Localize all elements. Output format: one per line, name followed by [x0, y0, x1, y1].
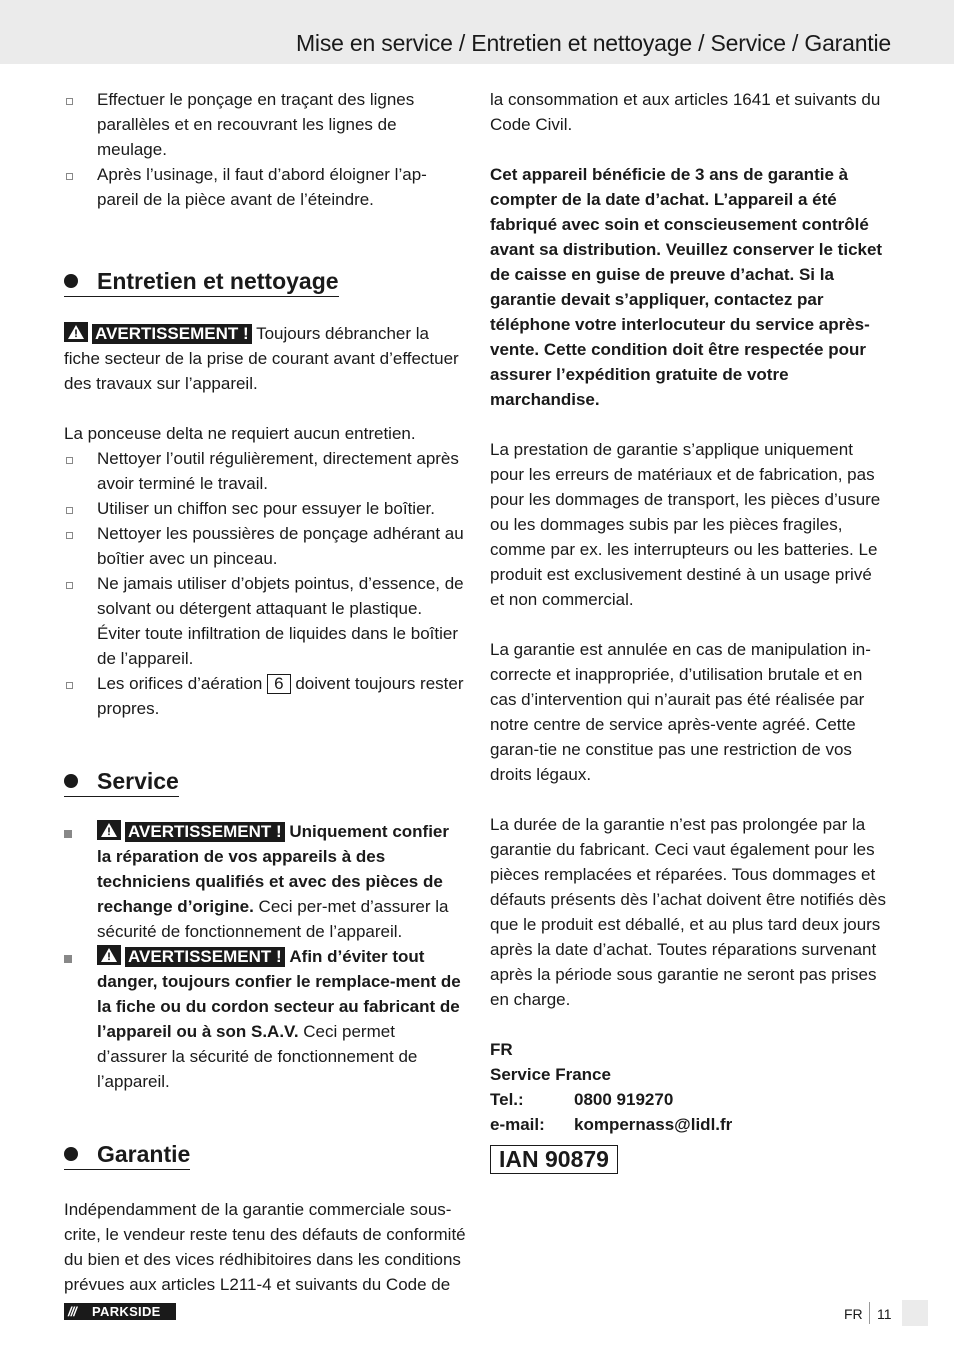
tel-value: 0800 919270 — [574, 1090, 674, 1109]
warning-label: AVERTISSEMENT ! — [92, 324, 252, 344]
warning-triangle-icon — [97, 820, 121, 840]
section-heading-entretien: Entretien et nettoyage — [64, 266, 339, 297]
list-item: Effectuer le ponçage en traçant des lignes parallèles et en recouvrant les lignes de meulage. — [64, 87, 466, 162]
logo-name: PARKSIDE — [92, 1304, 161, 1319]
paragraph: La garantie est annulée en cas de manipulation in-correcte et inappropriée, d’utilisation brutale et en cas d’intervention qui n’aurait pas été réalisée par notre centre de service après-vente agréé. Cette garan-tie ne constitue pas une restriction de vos droits légaux. — [490, 640, 871, 784]
list-item: Utiliser un chiffon sec pour essuyer le boîtier. — [64, 496, 466, 521]
page-number: 11 — [877, 1306, 892, 1322]
list-item: Les orifices d’aération 6 doivent toujours rester propres. — [64, 671, 466, 721]
email-label: e-mail: — [490, 1115, 545, 1134]
bullet-dot-icon — [64, 774, 78, 788]
contact-country: FR — [490, 1040, 513, 1059]
email-value: kompernass@lidl.fr — [574, 1115, 733, 1134]
right-column — [490, 87, 890, 1174]
paragraph: la consommation et aux articles 1641 et suivants du Code Civil. — [490, 90, 881, 134]
list-item: Nettoyer l’outil régulièrement, directement après avoir terminé le travail. — [64, 446, 466, 496]
list-item: Après l’usinage, il faut d’abord éloigner l’ap-pareil de la pièce avant de l’éteindre. — [64, 162, 466, 212]
service-item: AVERTISSEMENT ! Afin d’éviter tout danger, toujours confier le remplace-ment de la fiche ou du cordon secteur au fabricant de l’appareil ou à son S.A.V. Ceci permet d’assurer la sécurité de fonctionnement de l’appareil. — [64, 944, 466, 1094]
bullet-dot-icon — [64, 1147, 78, 1161]
bullet-dot-icon — [64, 274, 78, 288]
language-code: FR — [844, 1306, 863, 1322]
section-heading-garantie: Garantie — [64, 1139, 190, 1170]
contact-service: Service France — [490, 1065, 611, 1084]
parkside-logo — [64, 1303, 176, 1320]
tel-label: Tel.: — [490, 1090, 524, 1109]
section-heading-service: Service — [64, 766, 179, 797]
ian-box: IAN 90879 — [490, 1145, 618, 1174]
part-reference: 6 — [267, 674, 290, 694]
page-title: Mise en service / Entretien et nettoyage / Service / Garantie — [295, 30, 891, 56]
warning-badge — [64, 321, 252, 346]
warning-paragraph — [64, 321, 466, 396]
contact-table — [490, 1087, 732, 1137]
warning-badge — [97, 819, 285, 844]
paragraph: La prestation de garantie s’applique uniquement pour les erreurs de matériaux et de fabrication, pas pour les dommages de transport, les pièces d’usure ou les dommages subis par les pièces fragiles, comme par ex. les interrupteurs ou les batteries. Le produit est exclusivement destiné à un usage privé et non commercial. — [490, 440, 881, 609]
warning-triangle-icon — [97, 945, 121, 965]
warning-text: Toujours débrancher la fiche secteur de la prise de courant avant d’effectuer des travaux sur l’appareil. — [64, 324, 459, 393]
footer-tab — [902, 1300, 928, 1326]
left-column — [64, 87, 466, 1297]
logo-slashes: /// — [68, 1304, 76, 1319]
footer-divider — [869, 1302, 870, 1324]
page-header — [0, 0, 954, 64]
list-item: Ne jamais utiliser d’objets pointus, d’essence, de solvant ou détergent attaquant le plastique. Éviter toute infiltration de liquides dans le boîtier de l’appareil. — [64, 571, 466, 671]
warning-triangle-icon — [64, 322, 88, 342]
list-item: Nettoyer les poussières de ponçage adhérant au boîtier avec un pinceau. — [64, 521, 466, 571]
warning-badge — [97, 944, 285, 969]
warning-label: AVERTISSEMENT ! — [125, 947, 285, 967]
maintenance-note: La ponceuse delta ne requiert aucun entretien. — [64, 424, 416, 443]
garantie-paragraph: Indépendamment de la garantie commerciale sous-crite, le vendeur reste tenu des défauts de conformité du bien et des vices rédhibitoires dans les conditions prévues aux articles L211-4 et suivants du Code de — [64, 1200, 466, 1294]
service-item: AVERTISSEMENT ! Uniquement confier la réparation de vos appareils à des techniciens qualifiés et avec des pièces de rechange d’origine. Ceci per-met d’assurer la sécurité de fonctionnement de l’appareil. — [64, 819, 466, 944]
warning-label: AVERTISSEMENT ! — [125, 822, 285, 842]
warranty-bold-paragraph: Cet appareil bénéficie de 3 ans de garantie à compter de la date d’achat. L’appareil a été fabriqué avec soin et conscieusement contrôlé avant sa distribution. Veuillez conserver le ticket de caisse en guise de preuve d’achat. Si la garantie devait s’appliquer, contactez par téléphone votre interlocuteur du service après-vente. Cette condition doit être respectée pour assurer l’expédition gratuite de votre marchandise. — [490, 165, 883, 409]
paragraph: La durée de la garantie n’est pas prolongée par la garantie du fabricant. Ceci vaut également pour les pièces remplacées et réparées. Tous dommages et défauts présents dès l’achat doivent être notifiés dès que le produit est déballé, et au plus tard deux jours après la date d’achat. Toutes réparations survenant après la période sous garantie ne seront pas prises en charge. — [490, 815, 886, 1009]
